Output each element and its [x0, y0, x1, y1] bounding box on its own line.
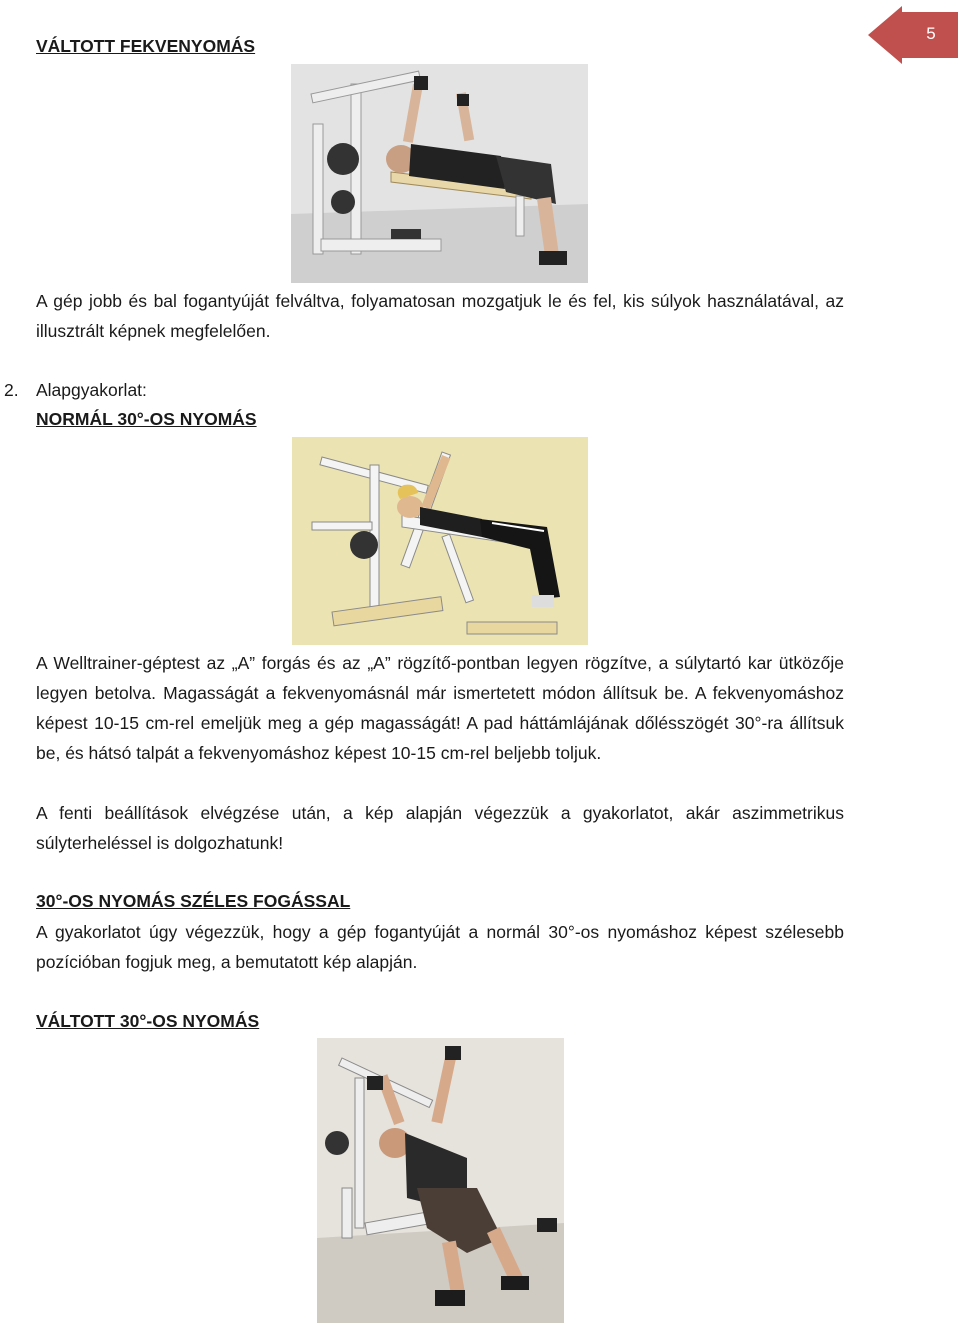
page-number: 5	[926, 24, 936, 43]
paragraph-valtott-fekvenyomas: A gép jobb és bal fogantyúját felváltva, folyamatosan mozgatjuk le és fel, kis súlyok használatával, az illusztrált képnek megfelelően.	[36, 291, 844, 341]
heading-normal-30: NORMÁL 30°-OS NYOMÁS	[36, 409, 257, 429]
item-number: 2.	[4, 380, 19, 400]
paragraph-szeles-30: A gyakorlatot úgy végezzük, hogy a gép fogantyúját a normál 30°-os nyomáshoz képest szélesebb pozícióban fogjuk meg, a bemutatott kép alapján.	[36, 922, 844, 972]
item-label: Alapgyakorlat:	[36, 380, 147, 400]
page-number-badge	[868, 6, 958, 64]
heading-szeles-30: 30°-OS NYOMÁS SZÉLES FOGÁSSAL	[36, 891, 351, 911]
numbered-item-alapgyakorlat	[0, 376, 300, 406]
heading-valtott-fekvenyomas: VÁLTOTT FEKVENYOMÁS	[36, 36, 256, 56]
paragraph-normal-30-setup: A Welltrainer-géptest az „A” forgás és az „A” rögzítő-pontban legyen rögzítve, a súlytartó kar ütközője legyen betolva. Magasságát a fekvenyomásnál már ismertetett módon állítsuk be. A fekvenyomáshoz képest 10-15 cm-rel emeljük meg a gép magasságát! A pad háttámlájának dőlésszögét 30°-ra állítsuk be, és hátsó talpát a fekvenyomáshoz képest 10-15 cm-rel beljebb toljuk.	[36, 653, 844, 763]
photo-valtott-30	[317, 1038, 564, 1323]
photo-valtott-fekvenyomas	[291, 64, 588, 283]
heading-valtott-30: VÁLTOTT 30°-OS NYOMÁS	[36, 1011, 260, 1031]
photo-normal-30	[292, 437, 588, 645]
paragraph-normal-30-execution: A fenti beállítások elvégzése után, a kép alapján végezzük a gyakorlatot, akár aszimmetrikus súlyterheléssel is dolgozhatunk!	[36, 803, 844, 853]
